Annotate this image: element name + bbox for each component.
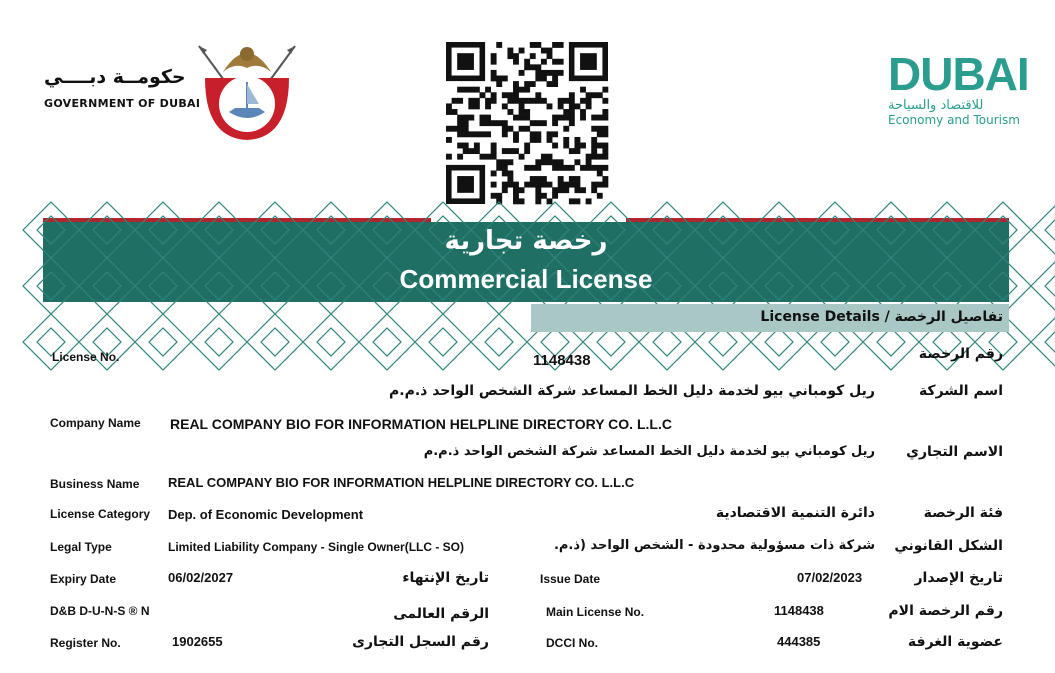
legal-type-value: Limited Liability Company - Single Owner(LLC - SO) — [168, 540, 465, 554]
business-name-label-ar: الاسم التجاري — [906, 444, 1003, 460]
banner-title-english: Commercial License — [399, 264, 653, 294]
expiry-date-label-ar: تاريخ الإنتهاء — [402, 570, 489, 586]
license-banner — [43, 222, 1009, 302]
license-no-value: 1148438 — [533, 352, 591, 369]
dubai-logo-text: DUBAI — [888, 48, 1029, 100]
company-name-en-value: REAL COMPANY BIO FOR INFORMATION HELPLINE DIRECTORY CO. L.L.C — [170, 416, 672, 432]
det-name-english: Economy and Tourism — [888, 113, 1020, 127]
company-name-label-ar: اسم الشركة — [918, 383, 1003, 399]
license-details-header — [531, 304, 1009, 332]
main-license-label-ar: رقم الرخصة الام — [888, 603, 1003, 619]
duns-label-ar: الرقم العالمى — [393, 606, 489, 622]
det-name-arabic: للاقتصاد والسياحة — [888, 98, 984, 113]
issue-date-label: Issue Date — [540, 572, 601, 586]
qr-code-icon[interactable] — [446, 42, 608, 204]
dcci-no-label-ar: عضوية الغرفة — [907, 634, 1003, 650]
legal-type-ar-value: شركة ذات مسؤولية محدودة - الشخص الواحد (ذ.م. — [553, 538, 875, 553]
falcon-emblem-icon — [193, 38, 301, 144]
license-no-label-ar: رقم الرخصة — [918, 346, 1003, 362]
license-category-ar-value: دائرة التنمية الاقتصادية — [715, 505, 875, 521]
license-category-label: License Category — [50, 507, 151, 521]
register-no-label: Register No. — [50, 636, 121, 650]
business-name-en-value: REAL COMPANY BIO FOR INFORMATION HELPLINE DIRECTORY CO. L.L.C — [168, 475, 635, 490]
expiry-date-value: 06/02/2027 — [168, 570, 234, 585]
legal-type-label-ar: الشكل القانوني — [894, 538, 1003, 554]
company-name-label: Company Name — [50, 416, 141, 430]
government-name-arabic: حكومــة دبــــي — [44, 66, 186, 88]
expiry-date-label: Expiry Date — [50, 572, 117, 586]
company-name-ar-value: ريل كومباني بيو لخدمة دليل الخط المساعد شركة الشخص الواحد ذ.م.م — [388, 383, 875, 399]
dcci-no-label: DCCI No. — [546, 636, 598, 650]
government-name-english: GOVERNMENT OF DUBAI — [44, 97, 201, 110]
business-name-ar-value: ريل كومباني بيو لخدمة دليل الخط المساعد شركة الشخص الواحد ذ.م.م — [423, 444, 875, 459]
license-category-label-ar: فئة الرخصة — [923, 505, 1003, 521]
issue-date-label-ar: تاريخ الإصدار — [914, 570, 1003, 586]
legal-type-label: Legal Type — [50, 540, 112, 554]
main-license-value: 1148438 — [774, 603, 824, 618]
duns-label: D&B D-U-N-S ® N — [50, 604, 150, 618]
banner-title-arabic: رخصة تجارية — [444, 226, 608, 256]
license-category-value: Dep. of Economic Development — [168, 507, 364, 522]
license-no-label: License No. — [52, 350, 120, 364]
business-name-label: Business Name — [50, 477, 140, 491]
license-details-label: License Details / تفاصيل الرخصة — [760, 309, 1003, 325]
register-no-value: 1902655 — [172, 634, 223, 649]
dcci-no-value: 444385 — [777, 634, 821, 649]
main-license-label: Main License No. — [546, 605, 645, 619]
register-no-label-ar: رقم السجل التجارى — [352, 634, 489, 650]
issue-date-value: 07/02/2023 — [797, 570, 863, 585]
